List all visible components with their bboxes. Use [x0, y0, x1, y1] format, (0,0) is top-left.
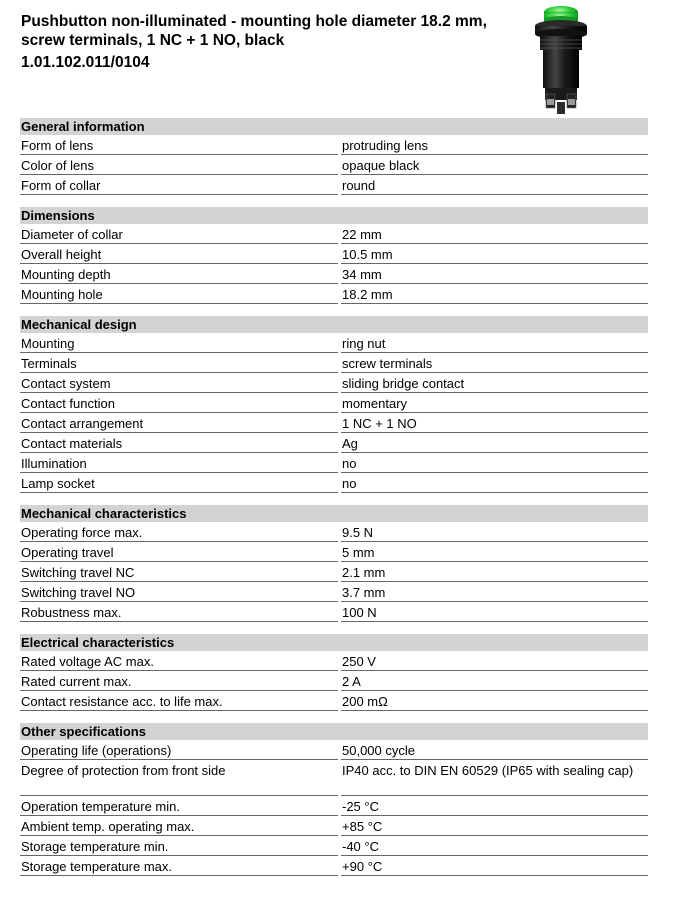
spec-value: 3.7 mm	[341, 582, 648, 602]
spec-value: 100 N	[341, 602, 648, 622]
spec-row	[20, 816, 648, 836]
spec-value: 10.5 mm	[341, 244, 648, 264]
spec-row	[20, 671, 648, 691]
spec-value: 22 mm	[341, 224, 648, 244]
spec-row	[20, 740, 648, 760]
spec-value: momentary	[341, 393, 648, 413]
spec-value: round	[341, 175, 648, 195]
section-header: Electrical characteristics	[20, 634, 648, 651]
spec-label: Mounting depth	[20, 264, 338, 284]
spec-label: Switching travel NC	[20, 562, 338, 582]
spec-row	[20, 155, 648, 175]
spec-label: Rated voltage AC max.	[20, 651, 338, 671]
spec-label: Diameter of collar	[20, 224, 338, 244]
spec-row	[20, 836, 648, 856]
spec-value: no	[341, 453, 648, 473]
spec-table	[20, 118, 648, 888]
spec-row	[20, 393, 648, 413]
spec-value: opaque black	[341, 155, 648, 175]
product-header	[21, 12, 521, 72]
spec-row	[20, 542, 648, 562]
spec-label: Lamp socket	[20, 473, 338, 493]
spec-row	[20, 602, 648, 622]
spec-row	[20, 433, 648, 453]
spec-label: Overall height	[20, 244, 338, 264]
spec-row	[20, 244, 648, 264]
spec-value: -40 °C	[341, 836, 648, 856]
spec-row	[20, 651, 648, 671]
spec-value: 250 V	[341, 651, 648, 671]
spec-section	[20, 634, 648, 711]
spec-label: Terminals	[20, 353, 338, 373]
spec-row	[20, 413, 648, 433]
spec-label: Degree of protection from front side	[20, 760, 338, 796]
spec-row	[20, 264, 648, 284]
spec-row	[20, 473, 648, 493]
spec-label: Illumination	[20, 453, 338, 473]
spec-value: screw terminals	[341, 353, 648, 373]
spec-label: Operation temperature min.	[20, 796, 338, 816]
spec-label: Robustness max.	[20, 602, 338, 622]
spec-section	[20, 118, 648, 195]
spec-label: Storage temperature max.	[20, 856, 338, 876]
spec-row	[20, 856, 648, 876]
spec-label: Operating force max.	[20, 522, 338, 542]
section-header: Mechanical design	[20, 316, 648, 333]
section-header: General information	[20, 118, 648, 135]
spec-label: Color of lens	[20, 155, 338, 175]
spec-value: 1 NC + 1 NO	[341, 413, 648, 433]
spec-label: Rated current max.	[20, 671, 338, 691]
spec-row	[20, 522, 648, 542]
spec-label: Contact arrangement	[20, 413, 338, 433]
spec-value: 200 mΩ	[341, 691, 648, 711]
spec-label: Switching travel NO	[20, 582, 338, 602]
spec-row	[20, 582, 648, 602]
spec-label: Ambient temp. operating max.	[20, 816, 338, 836]
spec-section	[20, 505, 648, 622]
spec-section	[20, 207, 648, 304]
spec-row	[20, 562, 648, 582]
spec-value: Ag	[341, 433, 648, 453]
spec-value: +90 °C	[341, 856, 648, 876]
spec-row	[20, 453, 648, 473]
section-header: Dimensions	[20, 207, 648, 224]
spec-value: -25 °C	[341, 796, 648, 816]
spec-value: 34 mm	[341, 264, 648, 284]
section-header: Other specifications	[20, 723, 648, 740]
product-code: 1.01.102.011/0104	[21, 54, 150, 71]
spec-row	[20, 796, 648, 816]
spec-value: ring nut	[341, 333, 648, 353]
spec-label: Contact materials	[20, 433, 338, 453]
spec-label: Contact function	[20, 393, 338, 413]
spec-value: 18.2 mm	[341, 284, 648, 304]
spec-row	[20, 353, 648, 373]
spec-row	[20, 333, 648, 353]
spec-value: 2.1 mm	[341, 562, 648, 582]
spec-value: +85 °C	[341, 816, 648, 836]
spec-row	[20, 224, 648, 244]
spec-label: Storage temperature min.	[20, 836, 338, 856]
spec-label: Contact resistance acc. to life max.	[20, 691, 338, 711]
spec-value: no	[341, 473, 648, 493]
spec-section	[20, 723, 648, 876]
spec-value: 50,000 cycle	[341, 740, 648, 760]
spec-row	[20, 373, 648, 393]
product-image	[526, 2, 596, 117]
spec-row	[20, 135, 648, 155]
spec-row	[20, 175, 648, 195]
spec-value: 5 mm	[341, 542, 648, 562]
spec-label: Operating travel	[20, 542, 338, 562]
spec-row	[20, 691, 648, 711]
spec-section	[20, 316, 648, 493]
spec-value: 2 A	[341, 671, 648, 691]
spec-label: Mounting hole	[20, 284, 338, 304]
spec-value: IP40 acc. to DIN EN 60529 (IP65 with sealing cap)	[341, 760, 648, 796]
spec-value: sliding bridge contact	[341, 373, 648, 393]
spec-label: Operating life (operations)	[20, 740, 338, 760]
spec-label: Form of lens	[20, 135, 338, 155]
section-header: Mechanical characteristics	[20, 505, 648, 522]
product-title: Pushbutton non-illuminated - mounting hole diameter 18.2 mm, screw terminals, 1 NC + 1 NO, black	[21, 13, 487, 49]
spec-label: Mounting	[20, 333, 338, 353]
spec-value: 9.5 N	[341, 522, 648, 542]
spec-value: protruding lens	[341, 135, 648, 155]
spec-row	[20, 760, 648, 796]
spec-row	[20, 284, 648, 304]
spec-label: Form of collar	[20, 175, 338, 195]
spec-label: Contact system	[20, 373, 338, 393]
